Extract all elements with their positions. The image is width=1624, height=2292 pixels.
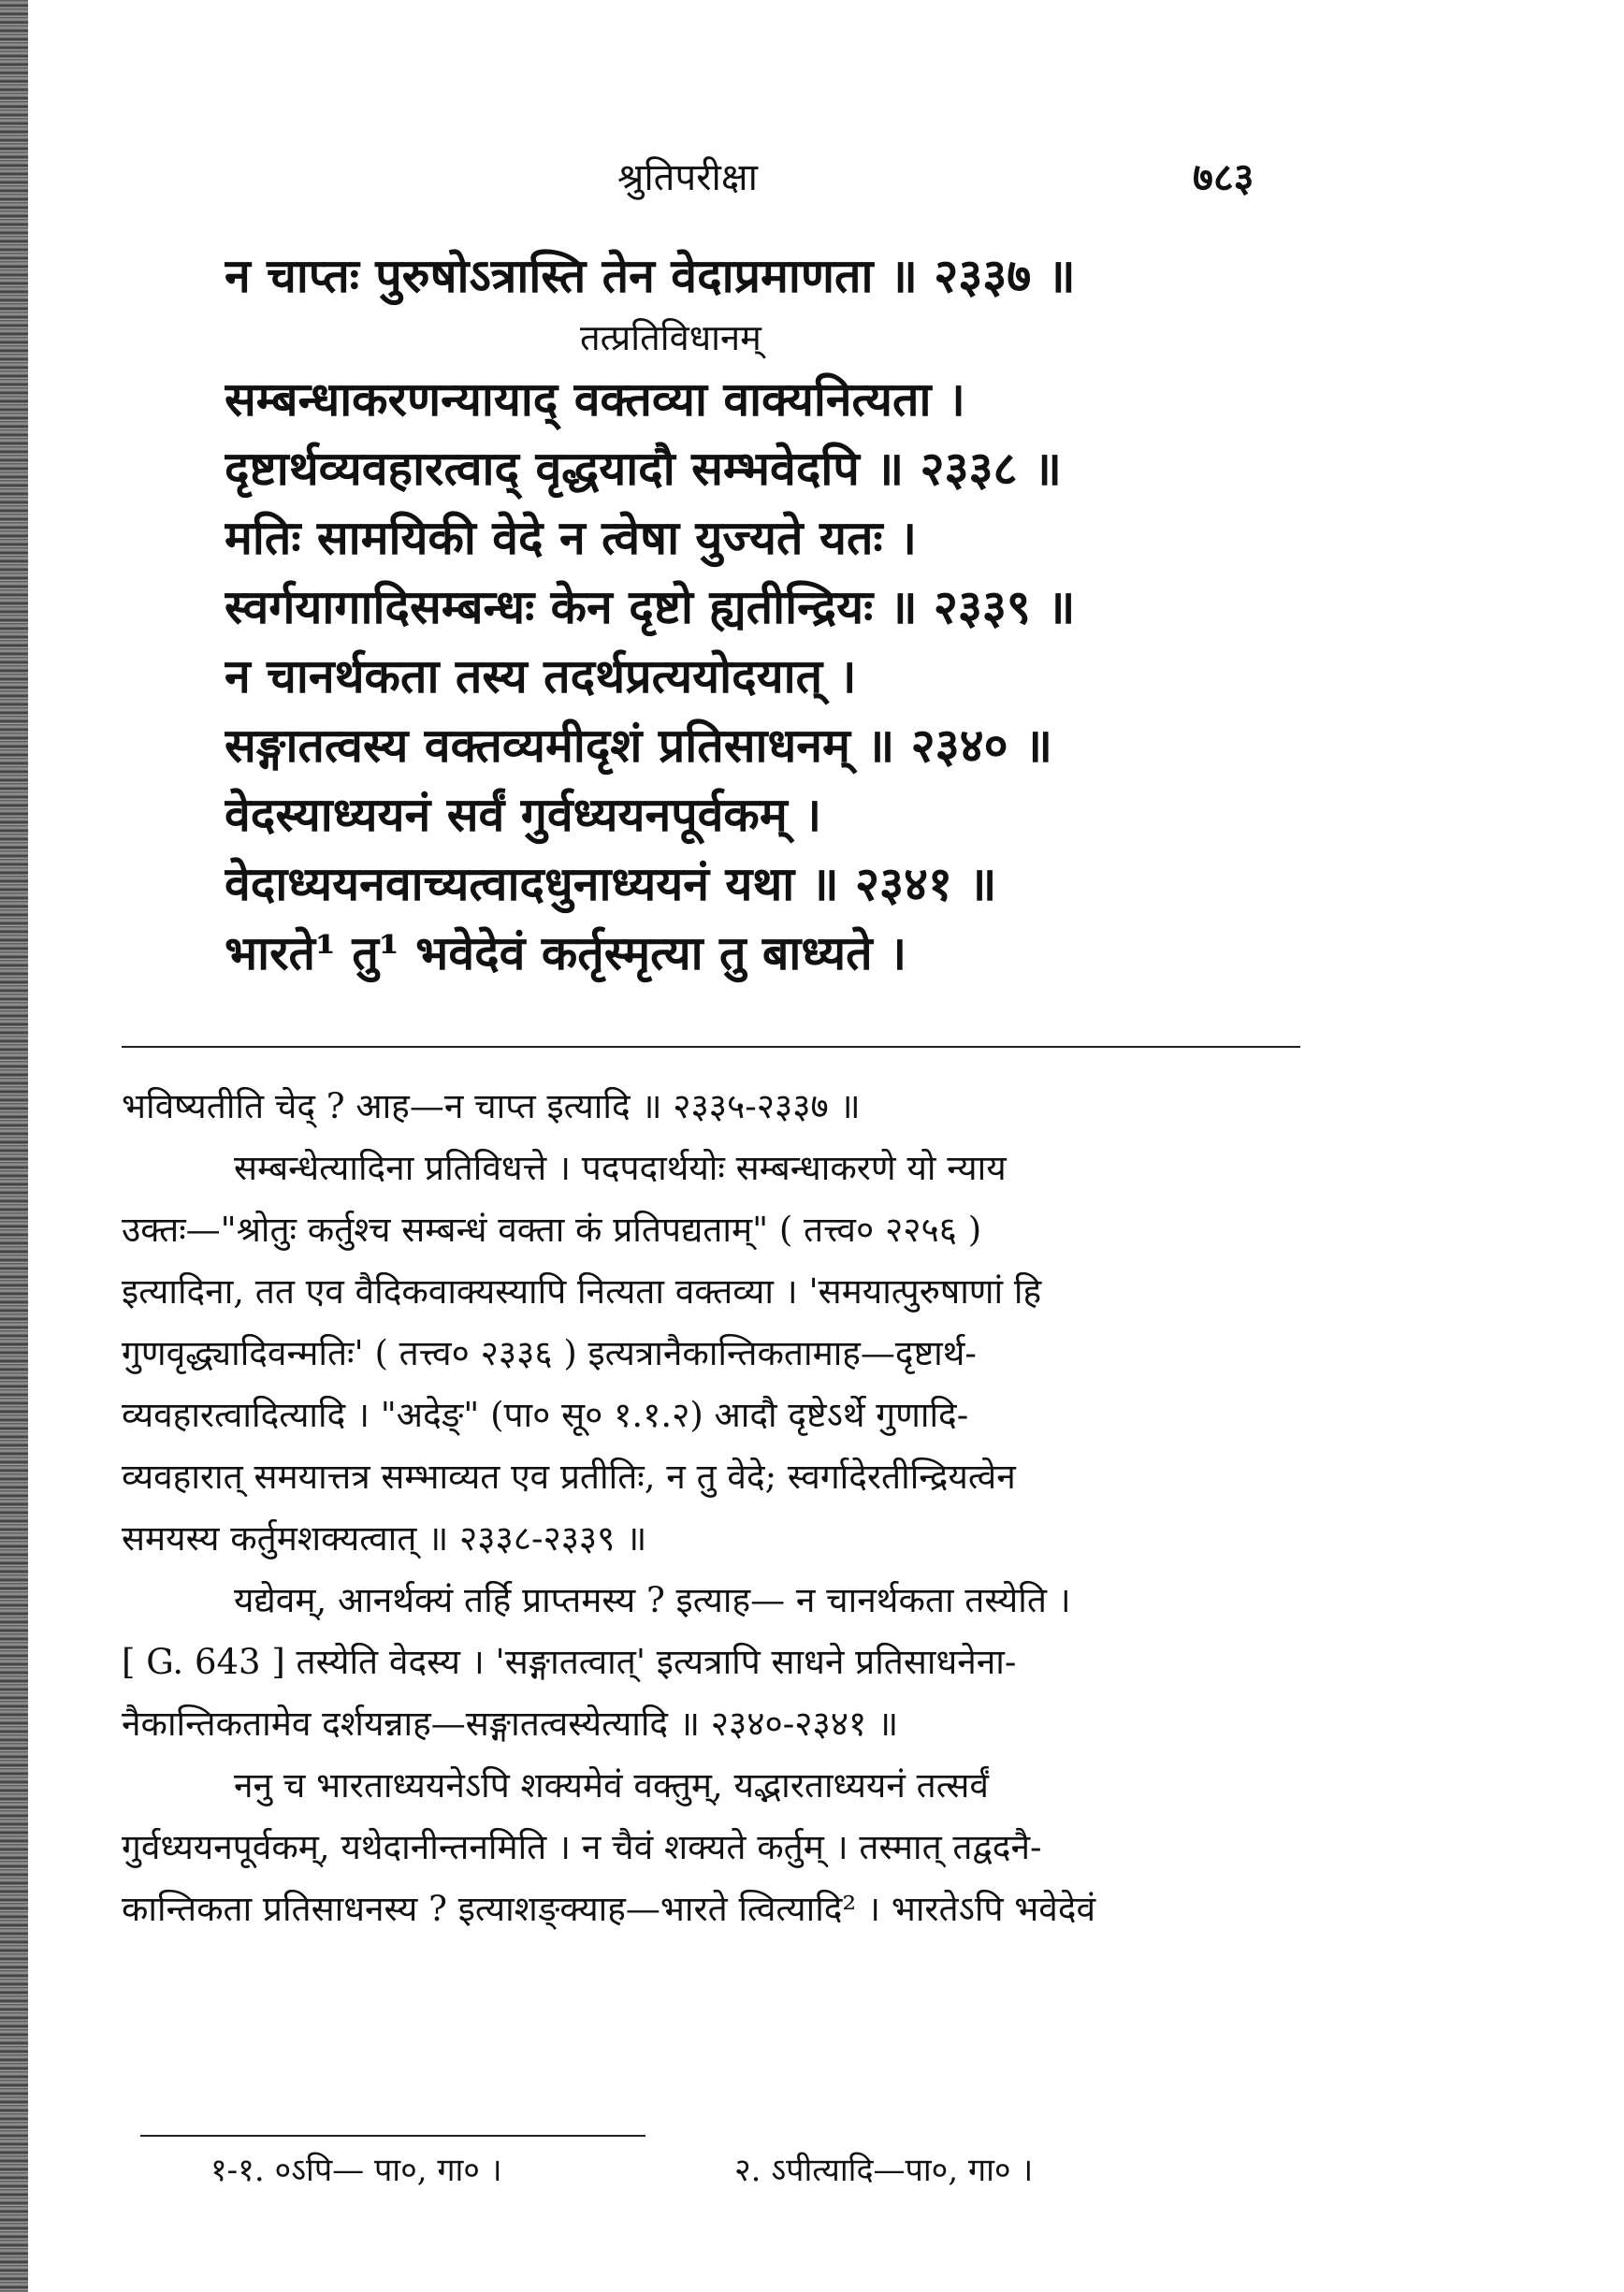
commentary-line: गुणवृद्ध्यादिवन्मतिः' ( तत्त्व० २३३६ ) इत्यत्रानैकान्तिकतामाह—दृष्टार्थ- <box>122 1333 977 1373</box>
verse-line: मतिः सामयिकी वेदे न त्वेषा युज्यते यतः । <box>225 510 917 565</box>
verse-line: सङ्गातत्वस्य वक्तव्यमीदृशं प्रतिसाधनम् ॥ २३४० ॥ <box>225 718 1052 773</box>
commentary-line: [ G. 643 ] तस्येति वेदस्य । 'सङ्गातत्वात्' इत्यत्रापि साधने प्रतिसाधनेना- <box>122 1642 1017 1682</box>
running-title: श्रुतिपरीक्षा <box>617 156 758 199</box>
verse-subheading: तत्प्रतिविधानम् <box>580 317 761 358</box>
page-number: ७८३ <box>1193 154 1254 200</box>
commentary-line: कान्तिकता प्रतिसाधनस्य ? इत्याशङ्क्याह—भारते त्वित्यादि² । भारतेऽपि भवेदेवं <box>122 1889 1096 1929</box>
verse-line: वेदाध्ययनवाच्यत्वादधुनाध्ययनं यथा ॥ २३४१ ॥ <box>225 856 997 911</box>
footnote: २. ऽपीत्यादि—पा०, गा० । <box>734 2152 1034 2189</box>
verse-line: सम्बन्धाकरणन्यायाद् वक्तव्या वाक्यनित्यता । <box>225 371 965 427</box>
commentary-line: नैकान्तिकतामेव दर्शयन्नाह—सङ्गातत्वस्येत्यादि ॥ २३४०-२३४१ ॥ <box>122 1704 899 1744</box>
commentary-line: यद्येवम्, आनर्थक्यं तर्हि प्राप्तमस्य ? इत्याह— न चानर्थकता तस्येति । <box>234 1580 1071 1620</box>
verse-line: दृष्टार्थव्यवहारत्वाद् वृद्धयादौ सम्भवेदपि ॥ २३३८ ॥ <box>225 441 1062 496</box>
commentary-line: गुर्वध्ययनपूर्वकम्, यथेदानीन्तनमिति । न चैवं शक्यते कर्तुम् । तस्मात् तद्वदनै- <box>122 1827 1042 1867</box>
verse-block <box>225 241 1310 988</box>
page-header <box>0 150 1624 206</box>
commentary-line: व्यवहारात् समयात्तत्र सम्भाव्यत एव प्रतीतिः, न तु वेदे; स्वर्गादेरतीन्द्रियत्वेन <box>122 1457 1016 1497</box>
commentary-line: इत्यादिना, तत एव वैदिकवाक्यस्यापि नित्यता वक्तव्या । 'समयात्पुरुषाणां हि <box>122 1271 1042 1312</box>
verse-line: न चानर्थकता तस्य तदर्थप्रत्ययोदयात् । <box>225 648 857 704</box>
book-binding-edge <box>0 0 28 2292</box>
footnotes <box>210 2147 1286 2203</box>
verse-line: न चाप्तः पुरुषोऽत्रास्ति तेन वेदाप्रमाणता ॥ २३३७ ॥ <box>225 248 1076 303</box>
verse-line: भारते¹ तु¹ भवेदेवं कर्तृस्मृत्या तु बाध्यते । <box>225 925 907 980</box>
commentary-line: सम्बन्धेत्यादिना प्रतिविधत्ते । पदपदार्थयोः सम्बन्धाकरणे यो न्याय <box>234 1148 1007 1188</box>
commentary-line: समयस्य कर्तुमशक्यत्वात् ॥ २३३८-२३३९ ॥ <box>122 1518 647 1559</box>
commentary-line: व्यवहारत्वादित्यादि । "अदेङ्" (पा० सू० १.१.२) आदौ दृष्टेऽर्थे गुणादि- <box>122 1395 969 1435</box>
commentary-line: भविष्यतीति चेद् ? आह—न चाप्त इत्यादि ॥ २३३५-२३३७ ॥ <box>122 1086 861 1126</box>
commentary-block <box>122 1076 1310 1940</box>
verse-line: वेदस्याध्ययनं सर्वं गुर्वध्ययनपूर्वकम् । <box>225 787 822 842</box>
commentary-line: उक्तः—"श्रोतुः कर्तुश्च सम्बन्धं वक्ता कं प्रतिपद्यताम्" ( तत्त्व० २२५६ ) <box>122 1210 982 1250</box>
footnote: १-१. ०ऽपि— पा०, गा० । <box>210 2152 502 2189</box>
verse-line: स्वर्गयागादिसम्बन्धः केन दृष्टो ह्यतीन्द्रियः ॥ २३३९ ॥ <box>225 579 1076 634</box>
commentary-line: ननु च भारताध्ययनेऽपि शक्यमेवं वक्तुम्, यद्भारताध्ययनं तत्सर्वं <box>234 1765 989 1806</box>
footnote-divider <box>140 2135 645 2137</box>
verse-commentary-divider <box>122 1046 1300 1048</box>
